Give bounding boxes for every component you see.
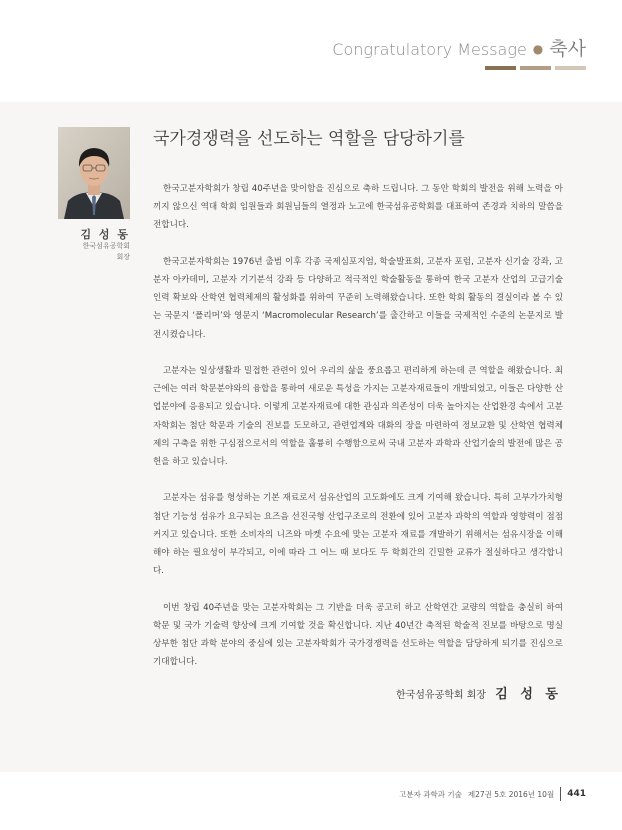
author-name: 김 성 동 [80, 228, 130, 241]
decoration-bar [520, 66, 551, 70]
article-body [153, 180, 563, 690]
footer-divider [560, 787, 561, 801]
body-paragraph: 한국고분자학회는 1976년 출범 이후 각종 국제심포지엄, 학술발표회, 고분자 포럼, 고분자 신기술 강좌, 고분자 아카데미, 고분자 기기분석 강좌 등 다양하고 적극적인 학술활동을 통하여 한국 고분자 산업의 고급기술인력 확보와 산학연 협력체제의 활성화를 위하여 꾸준히 노력해왔습니다. 또한 학회 활동의 결실이라 볼 수 있는 국문지 ‘폴리머’와 영문지 ‘Macromolecular Research’를 출간하고 이들을 국제적인 수준의 논문지로 발전시켰습니다. [153, 256, 563, 340]
signature [396, 683, 562, 702]
body-paragraph: 한국고분자학회가 창립 40주년을 맞이함을 진심으로 축하 드립니다. 그 동안 학회의 발전을 위해 노력을 아끼지 않으신 역대 학회 임원들과 회원님들의 열정과 노고에 한국섬유공학회를 대표하여 존경과 치하의 말씀을 전합니다. [153, 184, 563, 231]
author-photo [58, 127, 130, 219]
article-title: 국가경쟁력을 선도하는 역할을 담당하기를 [153, 129, 465, 149]
author-portrait-image [58, 127, 130, 219]
header-decoration-bars [485, 66, 586, 70]
bullet-dot-icon: ● [532, 42, 544, 56]
signature-name: 김 성 동 [495, 687, 562, 702]
footer-issue: 제27권 5호 2016년 10월 [467, 789, 555, 799]
author-affiliation [50, 241, 130, 263]
body-paragraph: 이번 창립 40주년을 맞는 고분자학회는 그 기반을 더욱 공고히 하고 산학연간 교량의 역할을 충실히 하여 학문 및 국가 기술력 향상에 크게 기여할 것을 확신합니다. 지난 40년간 축적된 학술적 진보를 바탕으로 명실상부한 첨단 과학 분야의 중심에 있는 고분자학회가 국가경쟁력을 선도하는 역할을 담당하게 되기를 진심으로 기대합니다. [153, 602, 563, 668]
decoration-bar [485, 66, 516, 70]
author-org: 한국섬유공학회 [82, 242, 130, 250]
body-paragraph: 고분자는 일상생활과 밀접한 관련이 있어 우리의 삶을 풍요롭고 편리하게 하는데 큰 역할을 해왔습니다. 최근에는 여러 학문분야와의 융합을 통하여 새로운 특성을 가지는 고분자재료들이 개발되었고, 이들은 다양한 산업분야에 응용되고 있습니다. 이렇게 고분자재료에 대한 관심과 의존성이 더욱 높아지는 산업환경 속에서 고분자학회는 첨단 학문과 기술의 진보를 도모하고, 관련업계와 대화의 장을 마련하여 정보교환 및 산학연 협력체제의 구축을 위한 구심점으로서의 역할을 훌륭히 수행함으로써 국내 고분자 과학과 산업기술의 발전에 많은 공헌을 하고 있습니다. [153, 366, 563, 468]
signature-org-role: 한국섬유공학회 회장 [395, 690, 487, 701]
page-footer [399, 787, 586, 801]
page-number: 441 [567, 789, 586, 799]
section-header [332, 34, 586, 61]
section-title-kr: 축사 [549, 38, 586, 60]
body-paragraph: 고분자는 섬유를 형성하는 기본 재료로서 섬유산업의 고도화에도 크게 기여해 왔습니다. 특히 고부가가치형 첨단 기능성 섬유가 요구되는 요즈음 선진국형 산업구조로의 전환에 있어 고분자 과학의 역할과 영향력이 점점 커지고 있습니다. 또한 소비자의 니즈와 마켓 수요에 맞는 고분자 재료를 개발하기 위해서는 섬유시장을 이해해야 하는 필요성이 부각되고, 이에 따라 그 어느 때 보다도 두 학회간의 긴밀한 교류가 절실하다고 생각합니다. [153, 493, 563, 577]
decoration-bar [555, 66, 586, 70]
author-role: 회장 [116, 253, 130, 261]
footer-journal: 고분자 과학과 기술 [399, 789, 462, 799]
section-title-en: Congratulatory Message [332, 40, 527, 59]
